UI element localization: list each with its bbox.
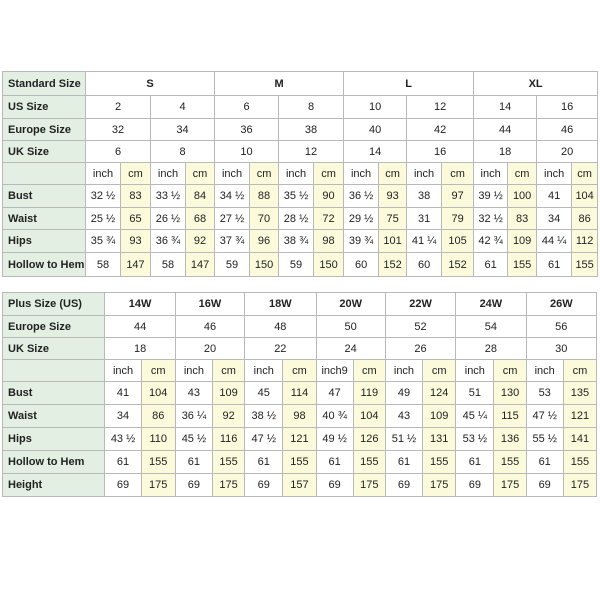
waist-cell: 29 ½ — [344, 208, 379, 230]
hips-cell: 37 ¾ — [215, 230, 250, 253]
plus-hips-row — [3, 428, 597, 451]
plus-bust-cell: 49 — [385, 382, 422, 405]
plus-hips-cell: 51 ½ — [385, 428, 422, 451]
hollow-to-hem-cell: 59 — [215, 253, 250, 277]
bust-cell: 39 ½ — [474, 185, 508, 208]
plus-hollow-to-hem-cell: 61 — [245, 451, 283, 474]
waist-cell: 27 ½ — [215, 208, 250, 230]
europe-size-cell: 36 — [215, 119, 279, 141]
plus-uk-size-cell: 28 — [456, 338, 526, 360]
plus-hips-cell: 55 ½ — [526, 428, 563, 451]
hips-cell: 39 ¾ — [344, 230, 379, 253]
plus-europe-size-cell: 46 — [175, 316, 244, 338]
bust-cell: 84 — [186, 185, 215, 208]
plus-bust-cell: 43 — [175, 382, 212, 405]
plus-height-label: Height — [3, 474, 105, 497]
size-group-s: S — [86, 72, 215, 96]
waist-cell: 34 — [537, 208, 572, 230]
europe-size-row — [3, 119, 598, 141]
plus-bust-cell: 47 — [316, 382, 353, 405]
plus-uk-size-cell: 18 — [105, 338, 175, 360]
standard-size-table — [2, 71, 598, 277]
plus-hips-cell: 121 — [283, 428, 316, 451]
waist-cell: 83 — [508, 208, 537, 230]
plus-hollow-to-hem-row — [3, 451, 597, 474]
waist-cell: 68 — [186, 208, 215, 230]
hips-cell: 35 ¾ — [86, 230, 121, 253]
plus-bust-cell: 114 — [283, 382, 316, 405]
plus-bust-row — [3, 382, 597, 405]
plus-hips-cell: 131 — [423, 428, 456, 451]
plus-unit-cell: inch — [105, 360, 141, 382]
plus-europe-size-cell: 52 — [385, 316, 455, 338]
bust-cell: 104 — [572, 185, 598, 208]
hips-cell: 96 — [250, 230, 279, 253]
plus-size-header: 24W — [456, 293, 526, 316]
bust-cell: 32 ½ — [86, 185, 121, 208]
uk-size-cell: 8 — [151, 141, 215, 163]
plus-height-row — [3, 474, 597, 497]
plus-waist-cell: 92 — [213, 405, 245, 428]
unit-cell: cm — [314, 163, 344, 185]
us-size-cell: 6 — [215, 96, 279, 119]
unit-cell: inch — [537, 163, 572, 185]
plus-size-table — [2, 292, 597, 497]
europe-size-cell: 42 — [407, 119, 474, 141]
waist-cell: 25 ½ — [86, 208, 121, 230]
unit-cell: cm — [572, 163, 598, 185]
us-size-cell: 14 — [474, 96, 537, 119]
uk-size-cell: 16 — [407, 141, 474, 163]
plus-height-cell: 175 — [494, 474, 526, 497]
plus-waist-cell: 47 ½ — [526, 405, 563, 428]
uk-size-row — [3, 141, 598, 163]
waist-cell: 32 ½ — [474, 208, 508, 230]
bust-cell: 35 ½ — [279, 185, 314, 208]
plus-unit-cell: inch — [456, 360, 494, 382]
europe-size-cell: 32 — [86, 119, 151, 141]
plus-hollow-to-hem-cell: 61 — [385, 451, 422, 474]
plus-height-cell: 69 — [385, 474, 422, 497]
plus-height-cell: 69 — [316, 474, 353, 497]
unit-cell: inch — [215, 163, 250, 185]
hollow-to-hem-cell: 58 — [151, 253, 186, 277]
us-size-cell: 8 — [279, 96, 344, 119]
plus-hollow-to-hem-cell: 155 — [494, 451, 526, 474]
uk-size-cell: 12 — [279, 141, 344, 163]
bust-label: Bust — [3, 185, 86, 208]
plus-waist-cell: 36 ¼ — [175, 405, 212, 428]
plus-uk-size-cell: 20 — [175, 338, 244, 360]
plus-europe-size-cell: 48 — [245, 316, 316, 338]
plus-europe-size-cell: 50 — [316, 316, 385, 338]
plus-unit-cell: inch — [385, 360, 422, 382]
uk-size-cell: 6 — [86, 141, 151, 163]
unit-cell: cm — [250, 163, 279, 185]
waist-cell: 75 — [379, 208, 407, 230]
bust-cell: 41 — [537, 185, 572, 208]
hollow-to-hem-cell: 155 — [572, 253, 598, 277]
hollow-to-hem-cell: 150 — [250, 253, 279, 277]
hollow-to-hem-cell: 60 — [407, 253, 442, 277]
hips-cell: 105 — [442, 230, 474, 253]
plus-height-cell: 69 — [175, 474, 212, 497]
bust-cell: 97 — [442, 185, 474, 208]
hips-cell: 44 ¼ — [537, 230, 572, 253]
europe-size-cell: 46 — [537, 119, 598, 141]
unit-cell: cm — [508, 163, 537, 185]
plus-height-cell: 175 — [353, 474, 385, 497]
plus-bust-cell: 130 — [494, 382, 526, 405]
plus-bust-cell: 41 — [105, 382, 141, 405]
plus-unit-cell: cm — [563, 360, 596, 382]
plus-hips-cell: 116 — [213, 428, 245, 451]
plus-units-row-label — [3, 360, 105, 382]
europe-size-cell: 38 — [279, 119, 344, 141]
unit-cell: inch — [407, 163, 442, 185]
plus-size-header: 18W — [245, 293, 316, 316]
plus-unit-cell: cm — [141, 360, 175, 382]
waist-row — [3, 208, 598, 230]
unit-cell: cm — [186, 163, 215, 185]
plus-unit-cell: inch9 — [316, 360, 353, 382]
waist-cell: 31 — [407, 208, 442, 230]
hips-cell: 36 ¾ — [151, 230, 186, 253]
waist-cell: 26 ½ — [151, 208, 186, 230]
plus-waist-cell: 115 — [494, 405, 526, 428]
plus-europe-size-row — [3, 316, 597, 338]
plus-size-header: 14W — [105, 293, 175, 316]
plus-height-cell: 69 — [245, 474, 283, 497]
plus-hollow-to-hem-cell: 61 — [316, 451, 353, 474]
hollow-to-hem-cell: 150 — [314, 253, 344, 277]
hollow-to-hem-cell: 147 — [121, 253, 151, 277]
hollow-to-hem-cell: 59 — [279, 253, 314, 277]
hollow-to-hem-cell: 155 — [508, 253, 537, 277]
plus-hollow-to-hem-cell: 155 — [423, 451, 456, 474]
plus-hollow-to-hem-label: Hollow to Hem — [3, 451, 105, 474]
hollow-to-hem-cell: 147 — [186, 253, 215, 277]
plus-height-cell: 157 — [283, 474, 316, 497]
plus-hollow-to-hem-cell: 155 — [353, 451, 385, 474]
plus-unit-cell: cm — [213, 360, 245, 382]
us-size-cell: 4 — [151, 96, 215, 119]
bust-cell: 34 ½ — [215, 185, 250, 208]
plus-bust-cell: 109 — [213, 382, 245, 405]
standard-header-row — [3, 72, 598, 96]
unit-cell: inch — [151, 163, 186, 185]
plus-bust-cell: 51 — [456, 382, 494, 405]
units-row-label — [3, 163, 86, 185]
hollow-to-hem-cell: 61 — [537, 253, 572, 277]
unit-cell: cm — [379, 163, 407, 185]
size-group-m: M — [215, 72, 344, 96]
europe-size-cell: 34 — [151, 119, 215, 141]
hips-cell: 42 ¾ — [474, 230, 508, 253]
europe-size-label: Europe Size — [3, 119, 86, 141]
hollow-to-hem-row — [3, 253, 598, 277]
plus-hips-cell: 141 — [563, 428, 596, 451]
plus-hollow-to-hem-cell: 155 — [283, 451, 316, 474]
hips-cell: 92 — [186, 230, 215, 253]
plus-hollow-to-hem-cell: 155 — [213, 451, 245, 474]
plus-waist-cell: 109 — [423, 405, 456, 428]
plus-size-header: 26W — [526, 293, 596, 316]
hips-cell: 101 — [379, 230, 407, 253]
us-size-cell: 12 — [407, 96, 474, 119]
hips-label: Hips — [3, 230, 86, 253]
plus-bust-cell: 104 — [141, 382, 175, 405]
uk-size-cell: 20 — [537, 141, 598, 163]
plus-size-header: 16W — [175, 293, 244, 316]
plus-size-header: 22W — [385, 293, 455, 316]
size-group-l: L — [344, 72, 474, 96]
plus-uk-size-row — [3, 338, 597, 360]
hollow-to-hem-label: Hollow to Hem — [3, 253, 86, 277]
plus-height-cell: 69 — [526, 474, 563, 497]
plus-waist-cell: 40 ¾ — [316, 405, 353, 428]
plus-height-cell: 175 — [423, 474, 456, 497]
plus-europe-size-label: Europe Size — [3, 316, 105, 338]
plus-hips-cell: 47 ½ — [245, 428, 283, 451]
plus-bust-cell: 135 — [563, 382, 596, 405]
europe-size-cell: 40 — [344, 119, 407, 141]
plus-bust-cell: 53 — [526, 382, 563, 405]
plus-waist-cell: 38 ½ — [245, 405, 283, 428]
hips-cell: 98 — [314, 230, 344, 253]
plus-unit-cell: cm — [494, 360, 526, 382]
plus-hollow-to-hem-cell: 61 — [105, 451, 141, 474]
plus-uk-size-cell: 26 — [385, 338, 455, 360]
hips-cell: 38 ¾ — [279, 230, 314, 253]
waist-label: Waist — [3, 208, 86, 230]
plus-hips-cell: 45 ½ — [175, 428, 212, 451]
uk-size-label: UK Size — [3, 141, 86, 163]
plus-hips-label: Hips — [3, 428, 105, 451]
unit-cell: inch — [344, 163, 379, 185]
bust-cell: 33 ½ — [151, 185, 186, 208]
us-size-cell: 16 — [537, 96, 598, 119]
plus-hollow-to-hem-cell: 155 — [141, 451, 175, 474]
bust-cell: 38 — [407, 185, 442, 208]
plus-size-label: Plus Size (US) — [3, 293, 105, 316]
plus-uk-size-cell: 24 — [316, 338, 385, 360]
plus-hips-cell: 136 — [494, 428, 526, 451]
waist-cell: 70 — [250, 208, 279, 230]
waist-cell: 65 — [121, 208, 151, 230]
plus-unit-cell: inch — [245, 360, 283, 382]
plus-hollow-to-hem-cell: 61 — [456, 451, 494, 474]
plus-hips-cell: 43 ½ — [105, 428, 141, 451]
hollow-to-hem-cell: 152 — [379, 253, 407, 277]
bust-cell: 88 — [250, 185, 279, 208]
plus-height-cell: 175 — [563, 474, 596, 497]
plus-units-row — [3, 360, 597, 382]
plus-hollow-to-hem-cell: 61 — [175, 451, 212, 474]
plus-hips-cell: 53 ½ — [456, 428, 494, 451]
plus-uk-size-cell: 22 — [245, 338, 316, 360]
plus-bust-cell: 119 — [353, 382, 385, 405]
bust-row — [3, 185, 598, 208]
plus-hollow-to-hem-cell: 61 — [526, 451, 563, 474]
waist-cell: 28 ½ — [279, 208, 314, 230]
uk-size-cell: 18 — [474, 141, 537, 163]
waist-cell: 79 — [442, 208, 474, 230]
plus-waist-cell: 104 — [353, 405, 385, 428]
unit-cell: inch — [86, 163, 121, 185]
plus-height-cell: 69 — [105, 474, 141, 497]
plus-waist-label: Waist — [3, 405, 105, 428]
plus-unit-cell: cm — [423, 360, 456, 382]
plus-europe-size-cell: 54 — [456, 316, 526, 338]
hips-cell: 93 — [121, 230, 151, 253]
bust-cell: 90 — [314, 185, 344, 208]
plus-unit-cell: inch — [175, 360, 212, 382]
us-size-row — [3, 96, 598, 119]
plus-size-header: 20W — [316, 293, 385, 316]
us-size-cell: 2 — [86, 96, 151, 119]
unit-cell: cm — [442, 163, 474, 185]
plus-unit-cell: cm — [353, 360, 385, 382]
unit-cell: inch — [279, 163, 314, 185]
plus-waist-row — [3, 405, 597, 428]
us-size-label: US Size — [3, 96, 86, 119]
plus-height-cell: 69 — [456, 474, 494, 497]
waist-cell: 86 — [572, 208, 598, 230]
hips-cell: 109 — [508, 230, 537, 253]
plus-bust-label: Bust — [3, 382, 105, 405]
plus-waist-cell: 45 ¼ — [456, 405, 494, 428]
bust-cell: 83 — [121, 185, 151, 208]
plus-bust-cell: 124 — [423, 382, 456, 405]
hips-row — [3, 230, 598, 253]
plus-europe-size-cell: 56 — [526, 316, 596, 338]
plus-europe-size-cell: 44 — [105, 316, 175, 338]
uk-size-cell: 14 — [344, 141, 407, 163]
plus-bust-cell: 45 — [245, 382, 283, 405]
waist-cell: 72 — [314, 208, 344, 230]
hollow-to-hem-cell: 60 — [344, 253, 379, 277]
europe-size-cell: 44 — [474, 119, 537, 141]
hips-cell: 112 — [572, 230, 598, 253]
unit-cell: inch — [474, 163, 508, 185]
plus-header-row — [3, 293, 597, 316]
size-group-xl: XL — [474, 72, 598, 96]
us-size-cell: 10 — [344, 96, 407, 119]
plus-uk-size-label: UK Size — [3, 338, 105, 360]
plus-waist-cell: 34 — [105, 405, 141, 428]
plus-waist-cell: 43 — [385, 405, 422, 428]
plus-uk-size-cell: 30 — [526, 338, 596, 360]
plus-waist-cell: 86 — [141, 405, 175, 428]
plus-height-cell: 175 — [213, 474, 245, 497]
hollow-to-hem-cell: 61 — [474, 253, 508, 277]
hips-cell: 41 ¼ — [407, 230, 442, 253]
plus-unit-cell: inch — [526, 360, 563, 382]
bust-cell: 93 — [379, 185, 407, 208]
plus-waist-cell: 121 — [563, 405, 596, 428]
plus-height-cell: 175 — [141, 474, 175, 497]
bust-cell: 36 ½ — [344, 185, 379, 208]
standard-size-label: Standard Size — [3, 72, 86, 96]
uk-size-cell: 10 — [215, 141, 279, 163]
plus-hips-cell: 49 ½ — [316, 428, 353, 451]
plus-hollow-to-hem-cell: 155 — [563, 451, 596, 474]
hollow-to-hem-cell: 58 — [86, 253, 121, 277]
unit-cell: cm — [121, 163, 151, 185]
hollow-to-hem-cell: 152 — [442, 253, 474, 277]
plus-waist-cell: 98 — [283, 405, 316, 428]
bust-cell: 100 — [508, 185, 537, 208]
plus-hips-cell: 110 — [141, 428, 175, 451]
standard-units-row — [3, 163, 598, 185]
plus-unit-cell: cm — [283, 360, 316, 382]
plus-hips-cell: 126 — [353, 428, 385, 451]
